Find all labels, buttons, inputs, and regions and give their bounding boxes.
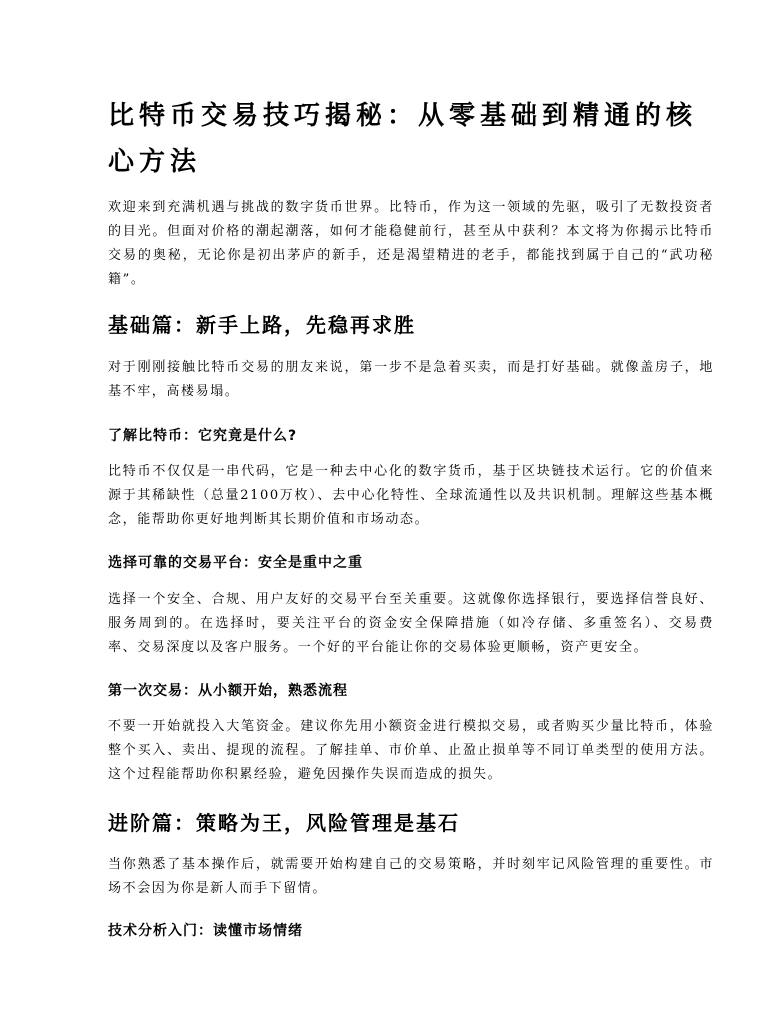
intro-paragraph: 欢迎来到充满机遇与挑战的数字货币世界。比特币，作为这一领域的先驱，吸引了无数投资者的目光。但面对价格的潮起潮落，如何才能稳健前行，甚至从中获利？本文将为你揭示比特币交易的奥秘，无论你是初出茅庐的新手，还是渴望精进的老手，都能找到属于自己的“武功秘籍”。 — [108, 200, 714, 287]
paragraph-choose-platform: 选择一个安全、合规、用户友好的交易平台至关重要。这就像你选择银行，要选择信誉良好、服务周到的。在选择时，要关注平台的资金安全保障措施（如冷存储、多重签名）、交易费率、交易深度以及客户服务。一个好的平台能让你的交易体验更顺畅，资产更安全。 — [108, 592, 714, 655]
paragraph-what-is-bitcoin: 比特币不仅仅是一串代码，它是一种去中心化的数字货币，基于区块链技术运行。它的价值来源于其稀缺性（总量2100万枚）、去中心化特性、全球流通性以及共识机制。理解这些基本概念，能帮助你更好地判断其长期价值和市场动态。 — [108, 464, 714, 527]
subheading-technical-analysis: 技术分析入门：读懂市场情绪 — [108, 923, 303, 939]
section-advanced-intro: 当你熟悉了基本操作后，就需要开始构建自己的交易策略，并时刻牢记风险管理的重要性。市场不会因为你是新人而手下留情。 — [108, 857, 714, 896]
section-heading-basics: 基础篇：新手上路，先稳再求胜 — [108, 313, 416, 337]
subheading-first-trade: 第一次交易：从小额开始，熟悉流程 — [108, 683, 348, 699]
subheading-what-is-bitcoin: 了解比特币：它究竟是什么? — [108, 428, 298, 444]
subheading-choose-platform: 选择可靠的交易平台：安全是重中之重 — [108, 555, 363, 571]
article-title: 比特币交易技巧揭秘：从零基础到精通的核心方法 — [108, 101, 698, 177]
section-heading-advanced: 进阶篇：策略为王，风险管理是基石 — [108, 811, 460, 835]
section-basics-intro: 对于刚刚接触比特币交易的朋友来说，第一步不是急着买卖，而是打好基础。就像盖房子，地基不牢，高楼易塌。 — [108, 360, 714, 399]
paragraph-first-trade: 不要一开始就投入大笔资金。建议你先用小额资金进行模拟交易，或者购买少量比特币，体验整个买入、卖出、提现的流程。了解挂单、市价单、止盈止损单等不同订单类型的使用方法。这个过程能帮助你积累经验，避免因操作失误而造成的损失。 — [108, 719, 714, 782]
